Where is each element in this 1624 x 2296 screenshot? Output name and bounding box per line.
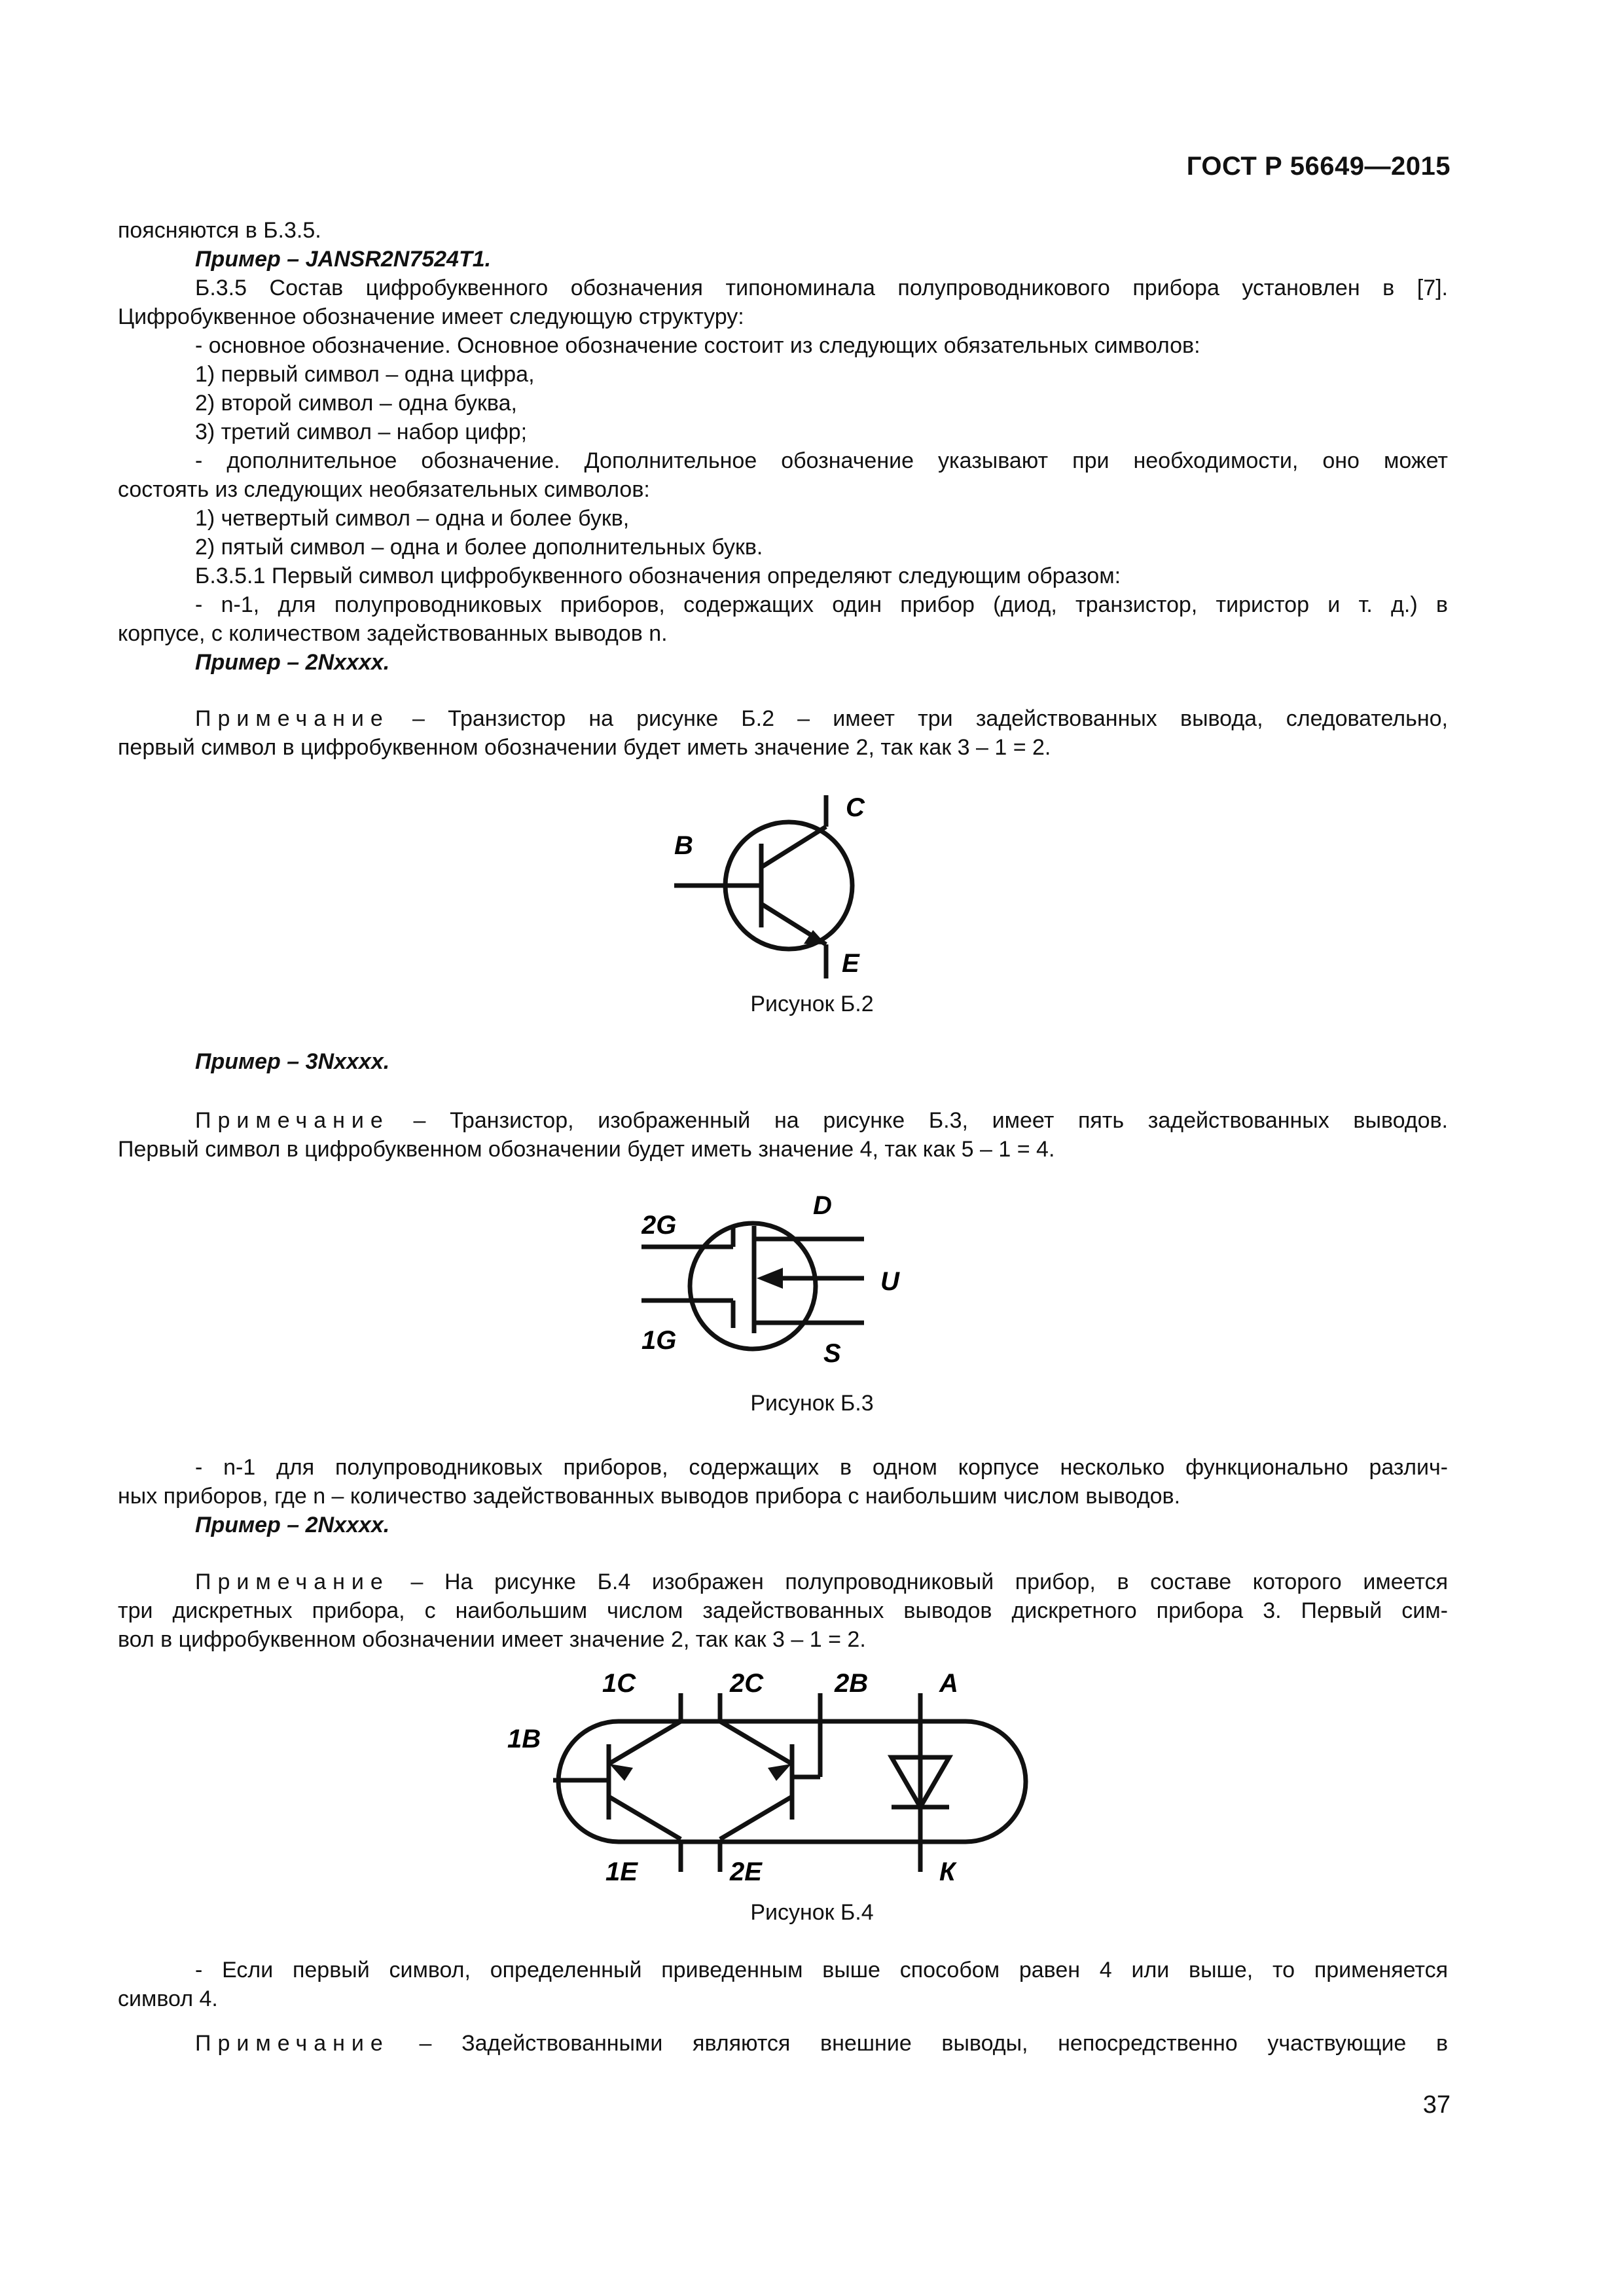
figure-caption: Рисунок Б.2 bbox=[750, 992, 874, 1016]
text-line: - Если первый символ, определенный приведенным выше способом равен 4 или выше, то применяется bbox=[195, 1958, 1448, 1982]
list-item: 2) пятый символ – одна и более дополнительных букв. bbox=[195, 535, 763, 560]
note-text: вол в цифробуквенном обозначении имеет значение 2, так как 3 – 1 = 2. bbox=[118, 1627, 866, 1652]
text-line: символ 4. bbox=[118, 1986, 218, 2011]
note-text: Первый символ в цифробуквенном обозначении будет иметь значение 4, так как 5 – 1 = 4. bbox=[118, 1137, 1055, 1162]
example-line: Пример – JANSR2N7524T1. bbox=[195, 247, 492, 272]
figure-b3-mosfet bbox=[641, 1188, 916, 1381]
note-text: – Транзистор, изображенный на рисунке Б.3, имеет пять задействованных выводов. bbox=[389, 1108, 1448, 1133]
text-line: - n-1, для полупроводниковых приборов, содержащих один прибор (диод, транзистор, тиристор и т. д.) в bbox=[195, 592, 1448, 617]
figure-b4-composite-device bbox=[504, 1672, 1080, 1895]
drain-label: D bbox=[813, 1191, 832, 1220]
page-number: 37 bbox=[1422, 2091, 1451, 2119]
mosfet-symbol bbox=[641, 1188, 916, 1378]
note-label: Примечание bbox=[195, 2031, 389, 2056]
example-2 bbox=[118, 1047, 1448, 1076]
figure-caption: Рисунок Б.4 bbox=[750, 1900, 874, 1925]
substrate-label: U bbox=[880, 1267, 899, 1296]
text-line: Цифробуквенное обозначение имеет следующую структуру: bbox=[118, 304, 744, 329]
figure-caption: Рисунок Б.3 bbox=[750, 1391, 874, 1416]
section-symbol-4 bbox=[118, 1956, 1448, 2013]
text-line: - дополнительное обозначение. Дополнительное обозначение указывают при необходимости, оно может bbox=[195, 448, 1448, 473]
collector1-label: 1C bbox=[602, 1672, 636, 1698]
source-label: S bbox=[823, 1339, 841, 1368]
list-item: 3) третий символ – набор цифр; bbox=[195, 420, 528, 444]
figure-b2-bjt-transistor bbox=[674, 782, 949, 988]
document-number: ГОСТ Р 56649—2015 bbox=[1186, 152, 1451, 181]
note-label: Примечание bbox=[195, 706, 389, 731]
note-3 bbox=[118, 1568, 1448, 1654]
emitter1-label: 1E bbox=[605, 1857, 638, 1886]
text-line: ных приборов, где n – количество задействованных выводов прибора с наибольшим числом выводов. bbox=[118, 1484, 1181, 1509]
note-label: Примечание bbox=[195, 1570, 389, 1594]
note-text: – Транзистор на рисунке Б.2 – имеет три задействованных вывода, следовательно, bbox=[389, 706, 1448, 731]
section-multi-device bbox=[118, 1453, 1448, 1539]
collector-label: C bbox=[846, 793, 865, 822]
note-text: первый символ в цифробуквенном обозначении будет иметь значение 2, так как 3 – 1 = 2. bbox=[118, 735, 1051, 760]
text-line: Б.3.5.1 Первый символ цифробуквенного обозначения определяют следующим образом: bbox=[195, 564, 1121, 588]
emitter2-label: 2E bbox=[730, 1857, 762, 1886]
base-label: B bbox=[674, 831, 693, 860]
note-text: – На рисунке Б.4 изображен полупроводниковый прибор, в составе которого имеется bbox=[389, 1570, 1448, 1594]
anode-label: A bbox=[939, 1672, 958, 1698]
emitter-label: E bbox=[842, 949, 859, 978]
collector2-label: 2C bbox=[730, 1672, 764, 1698]
example-line: Пример – 2Nxxxx. bbox=[195, 650, 390, 675]
note-4 bbox=[118, 2029, 1448, 2058]
cathode-label: К bbox=[939, 1857, 956, 1886]
text-line: корпусе, с количеством задействованных выводов n. bbox=[118, 621, 668, 646]
text-line: состоять из следующих необязательных символов: bbox=[118, 477, 650, 502]
base2-label: 2B bbox=[835, 1672, 869, 1698]
example-line: Пример – 2Nxxxx. bbox=[195, 1513, 390, 1537]
bjt-transistor-symbol bbox=[674, 782, 949, 985]
list-item: 1) четвертый символ – одна и более букв, bbox=[195, 506, 630, 531]
gate1-label: 1G bbox=[641, 1326, 677, 1355]
note-text: три дискретных прибора, с наибольшим числом задействованных выводов дискретного прибора 3. Первый сим- bbox=[118, 1598, 1448, 1623]
composite-device-symbol bbox=[504, 1672, 1080, 1892]
text-line: - основное обозначение. Основное обозначение состоит из следующих обязательных символов: bbox=[195, 333, 1200, 358]
section-b35 bbox=[118, 216, 1448, 677]
note-label: Примечание bbox=[195, 1108, 389, 1133]
note-2 bbox=[118, 1106, 1448, 1164]
text-line: поясняются в Б.3.5. bbox=[118, 218, 321, 243]
example-line: Пример – 3Nxxxx. bbox=[195, 1049, 390, 1074]
note-text: – Задействованными являются внешние выводы, непосредственно участвующие в bbox=[389, 2031, 1448, 2056]
note-1 bbox=[118, 704, 1448, 762]
list-item: 2) второй символ – одна буква, bbox=[195, 391, 517, 416]
gate2-label: 2G bbox=[641, 1211, 677, 1240]
text-line: Б.3.5 Состав цифробуквенного обозначения типономинала полупроводникового прибора установлен в [7]. bbox=[195, 276, 1448, 300]
list-item: 1) первый символ – одна цифра, bbox=[195, 362, 535, 387]
base1-label: 1B bbox=[507, 1725, 541, 1753]
text-line: - n-1 для полупроводниковых приборов, содержащих в одном корпусе несколько функционально различ- bbox=[195, 1455, 1448, 1480]
